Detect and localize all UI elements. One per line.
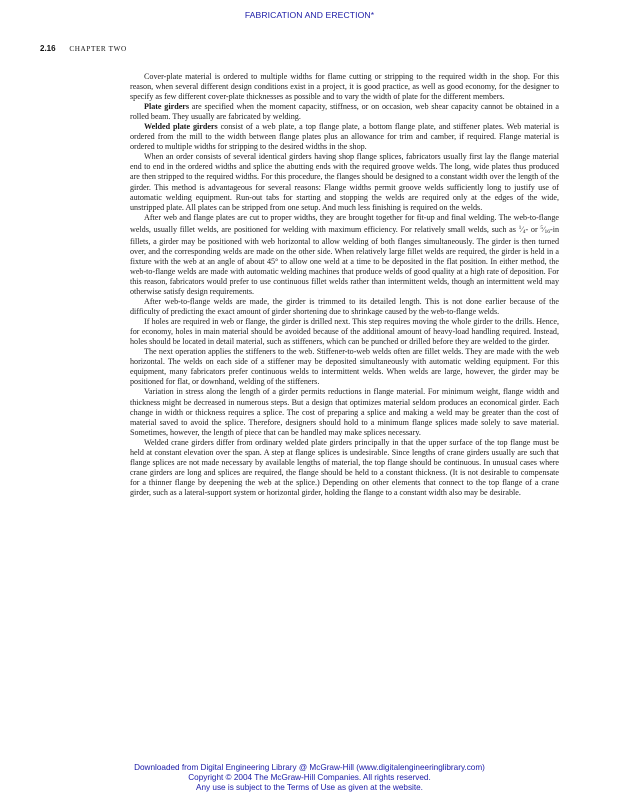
run-in-heading-plate-girders: Plate girders: [144, 102, 190, 112]
paragraph-fit-up: [130, 213, 559, 297]
paragraph-text: -in fillets, a girder may be positioned with web horizontal to allow welding of both flanges simultaneously. The girder is then turned over, and the corresponding welds are made on the other side. When relatively large fillet welds are required, the girder is held in a fixture with the web at an angle of about 45° to allow one weld at a time to be deposited in the flat position. In either method, the web-to-flange welds are made with automatic welding machines that produce welds of good quality at a high rate of deposition. For this reason, fabricators would prefer to use continuous fillet welds rather than intermittent welds, though an intermittent weld may otherwise satisfy design requirements.: [130, 224, 559, 296]
fraction-quarter: $^1⁄_4$: [518, 224, 526, 235]
fraction-five-sixteenths: $^5⁄_{16}$: [540, 224, 550, 235]
section-banner: FABRICATION AND ERECTION*: [244, 10, 375, 20]
paragraph-text: After web and flange plates are cut to proper widths, they are brought together for fit-up and final welding. The web-to-flange welds, usually fillet welds, are positioned for welding with maximum efficiency. For relatively small welds, such as: [130, 212, 559, 234]
running-head: [40, 44, 127, 53]
body-text: [130, 72, 559, 498]
paragraph-stress-variation: Variation in stress along the length of a girder permits reductions in flange material. For minimum weight, flange width and thickness might be decreased in numerous steps. But a design that optimizes material seldom produces an economical girder. Each change in width or thickness requires a splice. The cost of preparing a splice and making a weld may be greater than the cost of material saved to avoid the splice. Therefore, designers should hold to a minimum flange splices made solely to save material. Sometimes, however, the length of piece that can be handled may make splices necessary.: [130, 387, 559, 437]
paragraph-flange-splices: When an order consists of several identical girders having shop flange splices, fabricators usually first lay the flange material end to end in the ordered widths and splice the abutting ends with the required groove welds. The long, wide plates thus produced are then stripped to the required widths. For this procedure, the flanges should be designed to a constant width over the length of the girder. This method is advantageous for several reasons: Flange widths permit groove welds sufficiently long to justify use of automatic welding equipment. Run-out tabs for starting and stopping the welds are required only at the edges of the wide, unstripped plate. All plates can be stripped from one setup. And much less finishing is required on the welds.: [130, 152, 559, 212]
download-footer: [0, 763, 619, 792]
page-number: 2.16: [40, 44, 56, 53]
paragraph-text: are specified when the moment capacity, stiffness, or on occasion, web shear capacity cannot be obtained in a rolled beam. They usually are fabricated by welding.: [130, 102, 559, 122]
run-in-heading-welded-plate-girders: Welded plate girders: [144, 122, 218, 132]
paragraph-text: consist of a web plate, a top flange plate, a bottom flange plate, and stiffener plates. Web material is ordered from the mill to the width between flange plates plus an allowance for trim and camber, if required. Flange material is ordered to multiple widths for stripping to the desired widths in the shop.: [130, 122, 559, 152]
paragraph-welded-plate-girders: [130, 122, 559, 152]
fraction-denominator: 16: [544, 228, 550, 235]
fraction-denominator: 4: [522, 228, 526, 235]
paragraph-drilling: If holes are required in web or flange, the girder is drilled next. This step requires moving the whole girder to the drills. Hence, for economy, holes in main material should be avoided because of the additional amount of heavy-load handling required. Instead, holes should be located in detail material, such as stiffeners, which can be punched or drilled before they are welded to the girder.: [130, 317, 559, 347]
fraction-numerator: 1: [518, 224, 522, 231]
footer-download-link[interactable]: Downloaded from Digital Engineering Library @ McGraw-Hill (www.digitalengineeringlibrary.com): [134, 763, 485, 772]
footer-terms-link[interactable]: Any use is subject to the Terms of Use as given at the website.: [196, 782, 423, 792]
paragraph-stiffeners: The next operation applies the stiffeners to the web. Stiffener-to-web welds often are fillet welds. They are made with the web horizontal. The welds on each side of a stiffener may be deposited simultaneously with automatic welding equipment. For this equipment, many fabricators prefer continuous welds to intermittent welds. When welds are large, however, the girder may be positioned for flat, or downhand, welding of the stiffeners.: [130, 347, 559, 387]
paragraph-trimming: After web-to-flange welds are made, the girder is trimmed to its detailed length. This is not done earlier because of the difficulty of predicting the exact amount of girder shortening due to shrinkage caused by the web-to-flange welds.: [130, 297, 559, 317]
chapter-title: CHAPTER TWO: [69, 45, 127, 53]
paragraph-cover-plate: Cover-plate material is ordered to multiple widths for flame cutting or stripping to the required width in the shop. For this reason, when several different design conditions exist in a project, it is good practice, as well as good economy, for the designer to specify as few different cover-plate thicknesses as possible and to vary the width of plate for the different members.: [130, 72, 559, 102]
paragraph-crane-girders: Welded crane girders differ from ordinary welded plate girders principally in that the upper surface of the top flange must be held at constant elevation over the span. A step at flange splices is undesirable. Since lengths of crane girders usually are such that flange splices are not made necessary by available lengths of material, the top flange should be continuous. In unusual cases where crane girders are long and splices are required, the flange should be held to a constant thickness. (It is not desirable to compensate for a thinner flange by deepening the web at the splice.) Depending on other elements that connect to the top flange of a crane girder, such as a lateral-support system or horizontal girder, holding the flange to a constant width also may be desirable.: [130, 437, 559, 497]
paragraph-plate-girders: [130, 102, 559, 122]
footer-copyright: Copyright © 2004 The McGraw-Hill Companies. All rights reserved.: [188, 772, 431, 782]
fraction-numerator: 5: [540, 224, 544, 231]
paragraph-text: - or: [525, 224, 541, 234]
